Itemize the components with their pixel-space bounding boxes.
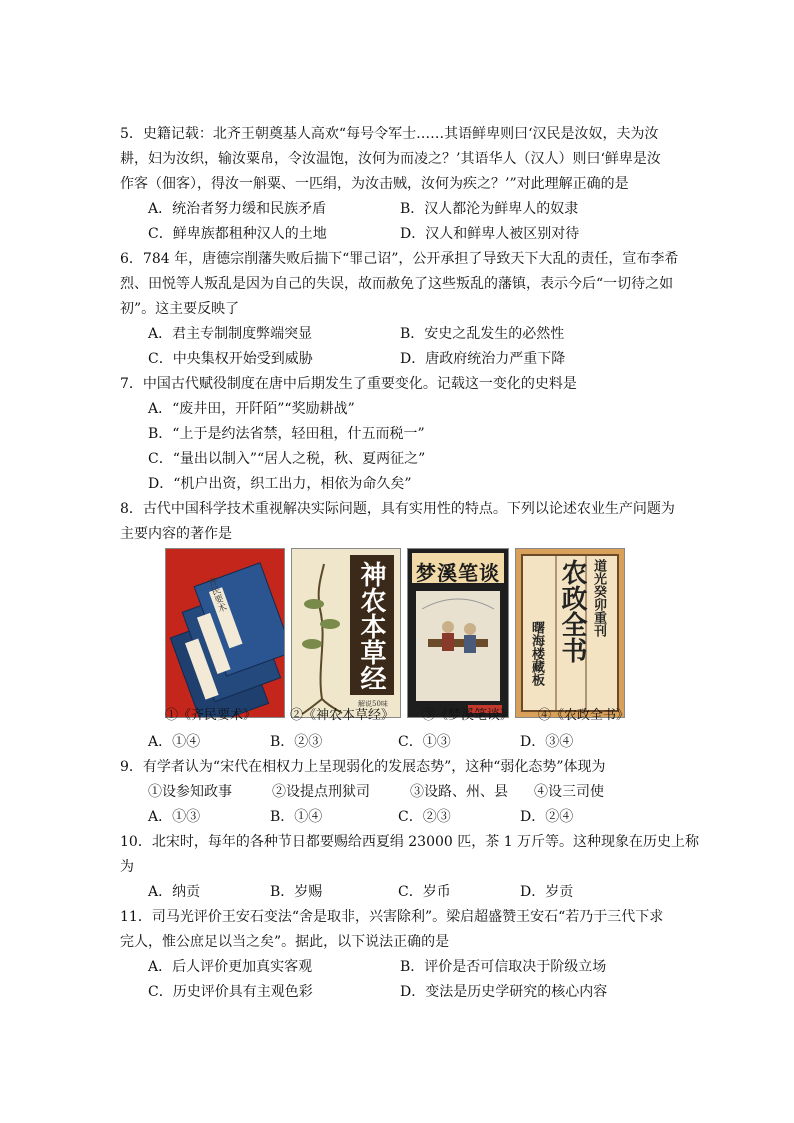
q5-option-a: A．统治者努力缓和民族矛盾 <box>148 201 327 217</box>
q10-option-b: B．岁赐 <box>270 884 323 900</box>
q10-option-a: A．纳贡 <box>148 884 201 900</box>
q6-option-a: A．君主专制制度弊端突显 <box>148 326 313 342</box>
book3-title: 梦溪笔谈 <box>416 561 500 585</box>
book-image-nongzheng-quanshu <box>515 548 625 718</box>
caption-3: ③《梦溪笔谈》 <box>422 708 514 723</box>
q7-stem-line1: 7．中国古代赋役制度在唐中后期发生了重要变化。记载这一变化的史料是 <box>120 376 577 392</box>
book2-title: 神农本草经 <box>356 561 386 691</box>
q5-option-c: C．鲜卑族都租种汉人的土地 <box>148 226 327 242</box>
q6-stem-line2: 烈、田悦等人叛乱是因为自己的失误，故而赦免了这些叛乱的藩镇，表示今后“一切待之如 <box>120 276 674 292</box>
book1-spine-text: 齐民要术 <box>205 576 227 614</box>
qimin-yaoshu-illustration <box>166 549 284 717</box>
q9-option-c: C．②③ <box>398 809 451 825</box>
q9-option-a: A．①③ <box>148 809 201 825</box>
q10-stem-line1: 10．北宋时，每年的各种节日都要赐给西夏绢 23000 匹，茶 1 万斤等。这种现象在历史上称 <box>120 834 700 850</box>
q5-stem-line3: 作客（佃客），得汝一斛粟、一匹绢，为汝击贼，汝何为疾之？’”对此理解正确的是 <box>120 176 629 192</box>
q11-option-a: A．后人评价更加真实客观 <box>148 959 313 975</box>
q8-stem-line1: 8．古代中国科学技术重视解决实际问题，具有实用性的特点。下列以论述农业生产问题为 <box>120 501 675 517</box>
q8-option-d: D．③④ <box>520 734 574 750</box>
q6-option-b: B．安史之乱发生的必然性 <box>400 326 565 342</box>
q9-item-2: ②设提点刑狱司 <box>272 784 370 800</box>
q8-option-b: B．②③ <box>270 734 323 750</box>
book4-title: 农政全书 <box>557 559 587 663</box>
q6-option-d: D．唐政府统治力严重下降 <box>400 351 566 367</box>
q6-option-c: C．中央集权开始受到威胁 <box>148 351 313 367</box>
q11-option-c: C．历史评价具有主观色彩 <box>148 984 313 1000</box>
q10-option-d: D．岁贡 <box>520 884 574 900</box>
q5-stem-line2: 耕，妇为汝织，输汝粟帛，令汝温饱，汝何为而凌之？’其语华人（汉人）则曰‘鲜卑是汝 <box>120 151 661 167</box>
book-image-mengxi-bitan <box>407 548 509 718</box>
book4-side-text-2: 曙海楼藏板 <box>529 621 544 686</box>
q10-option-c: C．岁币 <box>398 884 451 900</box>
q7-option-a: A．“废井田，开阡陌”“奖励耕战” <box>148 401 355 417</box>
book4-side-text: 道光癸卯重刊 <box>591 559 606 637</box>
q6-stem-line3: 初”。这主要反映了 <box>120 301 240 317</box>
book-image-qimin-yaoshu <box>165 548 285 718</box>
q7-option-d: D．“机户出资，织工出力，相依为命久矣” <box>148 476 412 492</box>
q6-stem-line1: 6．784 年，唐德宗削藩失败后揣下“罪己诏”，公开承担了导致天下大乱的责任，宣布李希 <box>120 251 679 267</box>
q7-option-b: B．“上于是约法省禁，轻田租，什五而税一” <box>148 426 425 442</box>
q7-option-c: C．“量出以制入”“居人之税，秋、夏两征之” <box>148 451 426 467</box>
q8-option-a: A．①④ <box>148 734 201 750</box>
caption-4: ④《农政全书》 <box>538 708 630 723</box>
q8-stem-line2: 主要内容的著作是 <box>120 526 232 542</box>
q9-item-4: ④设三司使 <box>534 784 604 800</box>
q11-option-d: D．变法是历史学研究的核心内容 <box>400 984 608 1000</box>
q9-option-d: D．②④ <box>520 809 574 825</box>
q11-option-b: B．评价是否可信取决于阶级立场 <box>400 959 607 975</box>
q8-book-images <box>165 548 625 716</box>
caption-2: ②《神农本草经》 <box>290 708 395 723</box>
q9-item-3: ③设路、州、县 <box>410 784 508 800</box>
q10-stem-line2: 为 <box>120 859 134 875</box>
q9-option-b: B．①④ <box>270 809 323 825</box>
book-image-shennong-bencaojing <box>291 548 401 718</box>
q11-stem-line2: 完人，惟公庶足以当之矣”。据此，以下说法正确的是 <box>120 934 450 950</box>
q9-item-1: ①设参知政事 <box>148 784 232 800</box>
q11-stem-line1: 11．司马光评价王安石变法“舍是取非，兴害除利”。梁启超盛赞王安石“若乃于三代下求 <box>120 909 664 925</box>
q9-stem-line1: 9．有学者认为“宋代在相权力上呈现弱化的发展态势”，这种“弱化态势”体现为 <box>120 759 606 775</box>
book2-subtitle: 解说50味 <box>358 700 388 708</box>
q5-stem-line1: 5．史籍记载：北齐王朝奠基人高欢“每号令军士……其语鲜卑则曰‘汉民是汝奴，夫为汝 <box>120 126 659 142</box>
q5-option-d: D．汉人和鲜卑人被区别对待 <box>400 226 580 242</box>
q5-option-b: B．汉人都沦为鲜卑人的奴隶 <box>400 201 579 217</box>
q8-option-c: C．①③ <box>398 734 451 750</box>
caption-1: ①《齐民要术》 <box>165 708 257 723</box>
